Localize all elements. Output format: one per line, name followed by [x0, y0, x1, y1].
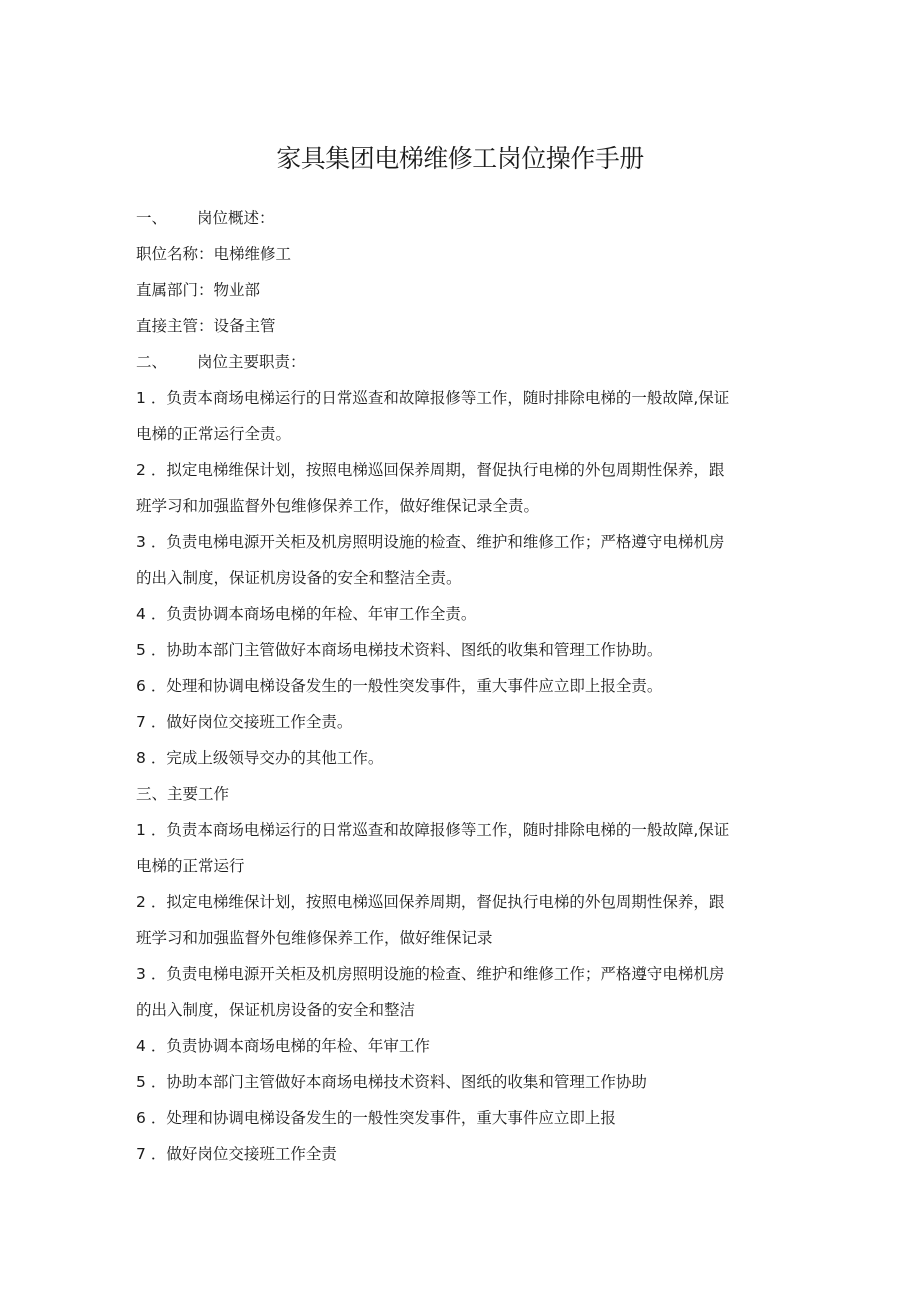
- item-text: ．负责协调本商场电梯的年检、年审工作全责。: [150, 605, 477, 623]
- item-text: ．负责本商场电梯运行的日常巡查和故障报修等工作，随时排除电梯的一般故障,保证: [150, 389, 730, 407]
- item-text: ．负责协调本商场电梯的年检、年审工作: [150, 1037, 430, 1055]
- item-number: 7: [136, 1145, 146, 1163]
- section-number: 二、: [136, 353, 168, 371]
- item-text: ．拟定电梯维保计划，按照电梯巡回保养周期，督促执行电梯的外包周期性保养，跟: [150, 461, 725, 479]
- item-number: 1: [136, 821, 146, 839]
- field-position-name: 职位名称：电梯维修工: [136, 245, 292, 263]
- item-number: 4: [136, 605, 146, 623]
- item-number: 3: [136, 965, 146, 983]
- duty-item-7: [136, 704, 796, 740]
- work-item-2: [136, 884, 796, 956]
- duty-item-6: [136, 668, 796, 704]
- item-number: 8: [136, 749, 146, 767]
- item-text: ．协助本部门主管做好本商场电梯技术资料、图纸的收集和管理工作协助: [150, 1073, 647, 1091]
- section-heading-overview: [136, 200, 796, 236]
- item-text: ．处理和协调电梯设备发生的一般性突发事件，重大事件应立即上报: [150, 1109, 616, 1127]
- item-text-continued: 班学习和加强监督外包维修保养工作，做好维保记录: [136, 929, 493, 947]
- section-number: 一、: [136, 209, 168, 227]
- item-number: 1: [136, 389, 146, 407]
- section-heading-text: 岗位概述：: [197, 209, 275, 227]
- item-text: ．负责电梯电源开关柜及机房照明设施的检查、维护和维修工作；严格遵守电梯机房: [150, 533, 725, 551]
- duty-item-5: [136, 632, 796, 668]
- item-number: 2: [136, 461, 146, 479]
- item-number: 6: [136, 1109, 146, 1127]
- field-supervisor: 直接主管：设备主管: [136, 317, 276, 335]
- work-item-5: [136, 1064, 796, 1100]
- item-number: 2: [136, 893, 146, 911]
- duty-item-4: [136, 596, 796, 632]
- item-text-continued: 电梯的正常运行全责。: [136, 425, 292, 443]
- work-item-4: [136, 1028, 796, 1064]
- item-number: 5: [136, 1073, 146, 1091]
- item-text: ．完成上级领导交办的其他工作。: [150, 749, 384, 767]
- item-text: ．处理和协调电梯设备发生的一般性突发事件，重大事件应立即上报全责。: [150, 677, 663, 695]
- item-number: 3: [136, 533, 146, 551]
- item-text: ．做好岗位交接班工作全责: [150, 1145, 337, 1163]
- duty-item-2: [136, 452, 796, 524]
- item-number: 6: [136, 677, 146, 695]
- section-heading-main-work: 三、主要工作: [136, 785, 230, 803]
- item-text: ．协助本部门主管做好本商场电梯技术资料、图纸的收集和管理工作协助。: [150, 641, 663, 659]
- field-department: 直属部门：物业部: [136, 281, 261, 299]
- item-number: 4: [136, 1037, 146, 1055]
- item-text-continued: 班学习和加强监督外包维修保养工作，做好维保记录全责。: [136, 497, 540, 515]
- work-item-7: [136, 1136, 796, 1172]
- item-number: 7: [136, 713, 146, 731]
- section-heading-text: 岗位主要职责：: [197, 353, 306, 371]
- duty-item-1: [136, 380, 796, 452]
- item-text-continued: 的出入制度，保证机房设备的安全和整洁: [136, 1001, 416, 1019]
- duty-item-8: [136, 740, 796, 776]
- work-item-6: [136, 1100, 796, 1136]
- item-text: ．拟定电梯维保计划，按照电梯巡回保养周期，督促执行电梯的外包周期性保养，跟: [150, 893, 725, 911]
- document-body: [136, 200, 796, 1172]
- work-item-1: [136, 812, 796, 884]
- item-text: ．负责本商场电梯运行的日常巡查和故障报修等工作，随时排除电梯的一般故障,保证: [150, 821, 730, 839]
- document-title: 家具集团电梯维修工岗位操作手册: [276, 144, 644, 173]
- item-text-continued: 的出入制度，保证机房设备的安全和整洁全责。: [136, 569, 462, 587]
- section-heading-duties: [136, 344, 796, 380]
- item-text-continued: 电梯的正常运行: [136, 857, 245, 875]
- duty-item-3: [136, 524, 796, 596]
- work-item-3: [136, 956, 796, 1028]
- item-text: ．做好岗位交接班工作全责。: [150, 713, 353, 731]
- item-number: 5: [136, 641, 146, 659]
- item-text: ．负责电梯电源开关柜及机房照明设施的检查、维护和维修工作；严格遵守电梯机房: [150, 965, 725, 983]
